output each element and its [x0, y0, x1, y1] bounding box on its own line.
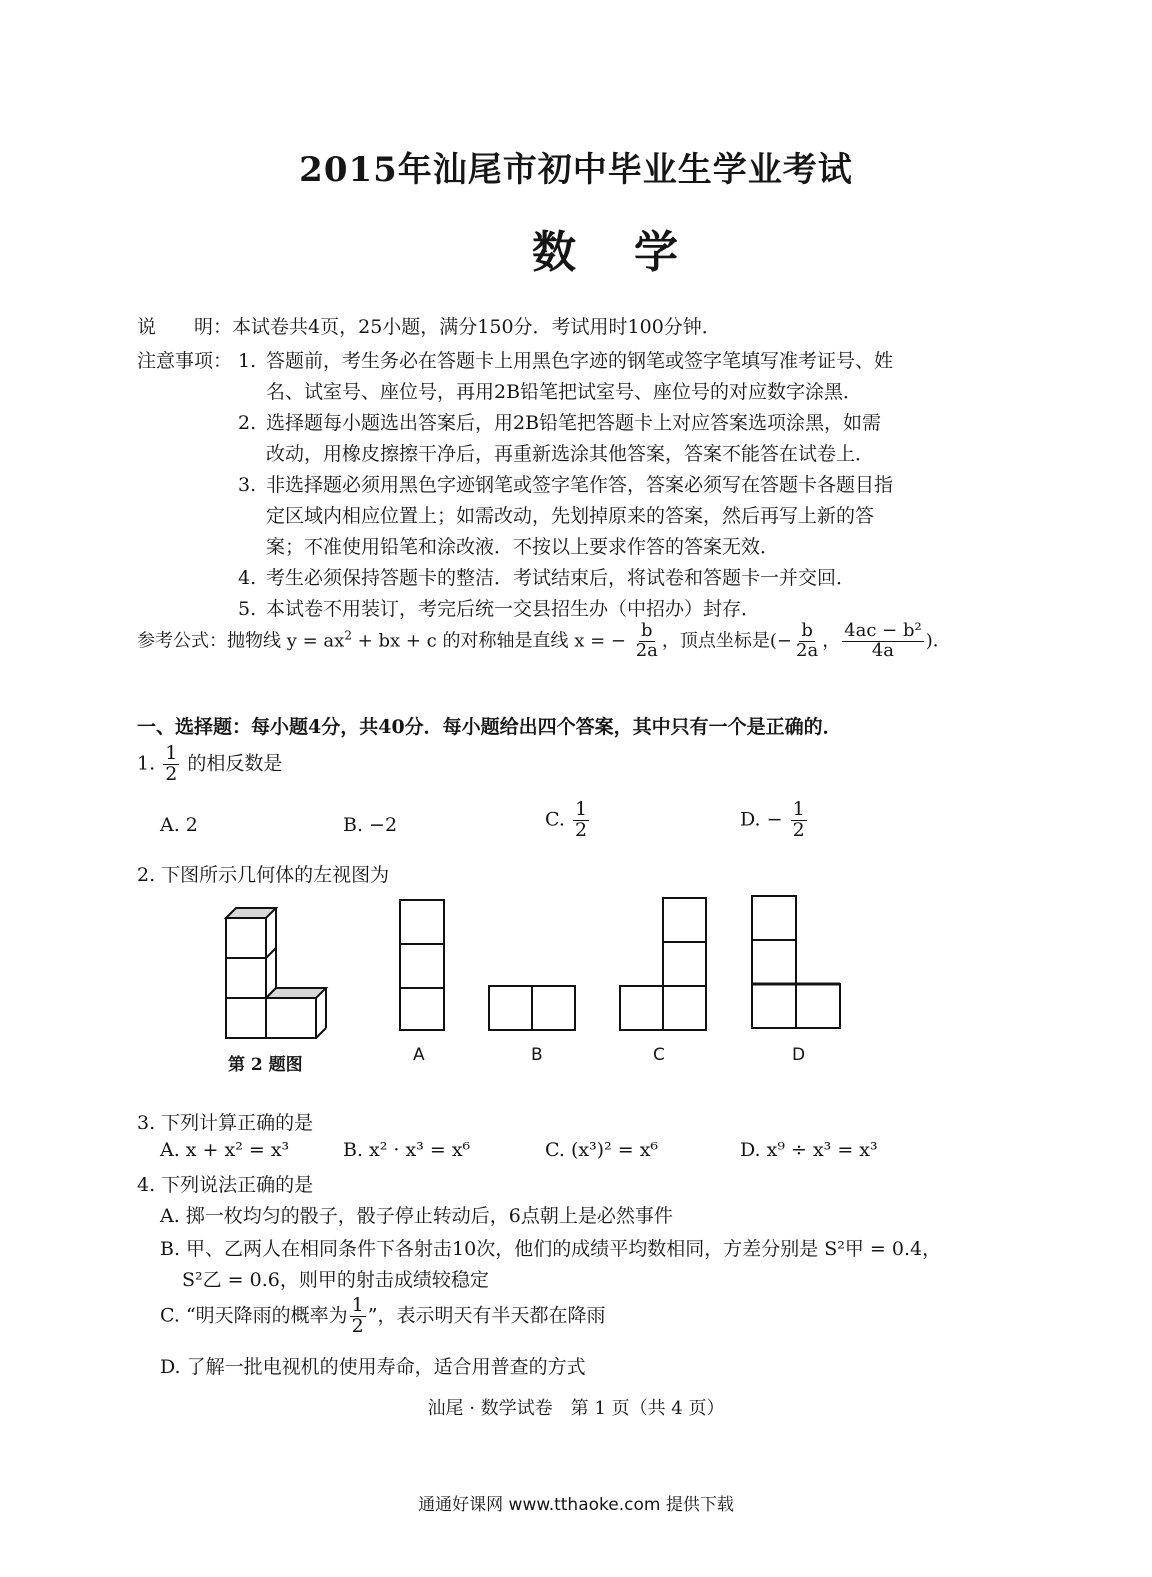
- note-4: [238, 563, 855, 590]
- question-4: 4. 下列说法正确的是: [137, 1174, 314, 1196]
- explain-label: 说 明：: [137, 316, 233, 338]
- subject-title: 数学: [532, 227, 736, 278]
- note-3-line-3: 案；不准使用铅笔和涂改液．不按以上要求作答的答案无效．: [266, 536, 780, 558]
- fraction: $\frac{b}{2a}$: [796, 620, 819, 661]
- note-2-line-1: [238, 408, 881, 435]
- formula-text: + bx + c 的对称轴是直线 x = −: [351, 630, 626, 652]
- q1-option-b: B. −2: [343, 814, 398, 836]
- notes-label: 注意事项：: [137, 350, 233, 372]
- q3-option-d: D. x⁹ ÷ x³ = x³: [740, 1139, 878, 1161]
- note-text: 非选择题必须用黑色字迹钢笔或签字笔作答，答案必须写在答题卡各题目指: [266, 474, 894, 496]
- section-heading: 一、选择题：每小题4分，共40分．每小题给出四个答案，其中只有一个是正确的．: [137, 716, 842, 738]
- note-num: 3.: [238, 474, 257, 496]
- question-3: 3. 下列计算正确的是: [137, 1112, 314, 1134]
- q1-option-a: A. 2: [160, 814, 198, 836]
- note-text: 考生必须保持答题卡的整洁．考试结束后，将试卷和答题卡一并交回．: [266, 567, 856, 589]
- note-text: 本试卷不用装订，考完后统一交县招生办（中招办）封存．: [266, 598, 761, 620]
- formula-text: )．: [925, 630, 951, 652]
- note-2-line-2: 改动，用橡皮擦擦干净后，再重新选涂其他答案，答案不能答在试卷上．: [266, 443, 875, 465]
- reference-formula: 参考公式：抛物线 $y = ax^2$ + bx + c 的对称轴是直线 x = − $\frac{b}{2a}$ ，顶点坐标是(− $\frac{b}{2a}$ ， $\frac{\text{4ac − b²}}{4a}$ )．: [137, 620, 951, 661]
- question-number: 1.: [137, 752, 156, 775]
- q3-option-b: B. x² · x³ = x⁶: [343, 1139, 471, 1161]
- geometry-solid-figure: [220, 900, 330, 1046]
- download-notice: 通通好课网 www.tthaoke.com 提供下载: [418, 1495, 734, 1515]
- exam-title: 2015年汕尾市初中毕业生学业考试: [299, 150, 853, 190]
- fraction: $\frac{1}{2}$: [574, 798, 588, 841]
- note-1-line-2: 名、试室号、座位号，再用2B铅笔把试室号、座位号的对应数字涂黑．: [266, 381, 863, 403]
- q4-option-b-line-2: S²乙 = 0.6，则甲的射击成绩较稳定: [182, 1269, 489, 1291]
- note-3-line-1: [238, 470, 893, 497]
- q4-option-a: A. 掷一枚均匀的骰子，骰子停止转动后，6点朝上是必然事件: [160, 1205, 673, 1227]
- note-num: 2.: [238, 412, 257, 434]
- q3-option-a: A. x + x² = x³: [160, 1139, 290, 1161]
- fraction: $\frac{1}{2}$: [792, 798, 805, 841]
- q1-option-c: C. $\frac{1}{2}$: [545, 798, 588, 841]
- q2-label-b: B: [531, 1045, 543, 1065]
- q2-view-d: [750, 894, 842, 1032]
- q2-label-c: C: [653, 1045, 665, 1065]
- q4-option-c: C. “明天降雨的概率为 $\frac{1}{2}$ ”，表示明天有半天都在降雨: [160, 1294, 606, 1337]
- formula-text: ，顶点坐标是(−: [661, 630, 792, 652]
- question-text: 的相反数是: [187, 752, 283, 775]
- note-num: 4.: [238, 567, 257, 589]
- q2-view-a: [398, 898, 446, 1032]
- fraction: $\frac{\text{4ac − b²}}{4a}$: [844, 620, 922, 661]
- q3-option-c: C. (x³)² = x⁶: [545, 1139, 659, 1161]
- note-num: 1.: [238, 350, 257, 372]
- fraction: $\frac{1}{2}$: [165, 742, 178, 785]
- note-1-line-1: [238, 346, 893, 373]
- note-num: 5.: [238, 598, 257, 620]
- fraction: $\frac{1}{2}$: [351, 1294, 364, 1337]
- q2-label-a: A: [413, 1045, 425, 1065]
- question-1: [137, 744, 282, 785]
- q2-label-d: D: [792, 1045, 806, 1065]
- q2-view-b: [487, 984, 577, 1032]
- q4-option-b-line-1: B. 甲、乙两人在相同条件下各射击10次，他们的成绩平均数相同，方差分别是 S²甲 = 0.4，: [160, 1238, 942, 1260]
- q4-option-d: D. 了解一批电视机的使用寿命，适合用普查的方式: [160, 1356, 586, 1378]
- q1-option-d: D. − $\frac{1}{2}$: [740, 798, 805, 841]
- fraction: $\frac{b}{2a}$: [635, 620, 658, 661]
- note-text: 选择题每小题选出答案后，用2B铅笔把答题卡上对应答案选项涂黑，如需: [266, 412, 882, 434]
- explanation: [137, 312, 721, 339]
- figure-caption: 第 2 题图: [228, 1055, 303, 1075]
- formula-text: ，: [822, 630, 841, 652]
- note-5: [238, 594, 760, 621]
- question-2: 2. 下图所示几何体的左视图为: [137, 864, 390, 886]
- note-3-line-2: 定区域内相应位置上；如需改动，先划掉原来的答案，然后再写上新的答: [266, 505, 875, 527]
- explain-text: 本试卷共4页，25小题，满分150分．考试用时100分钟．: [232, 316, 721, 338]
- page-footer: 汕尾 · 数学试卷 第 1 页（共 4 页）: [427, 1398, 725, 1419]
- note-text: 答题前，考生务必在答题卡上用黑色字迹的钢笔或签字笔填写准考证号、姓: [266, 350, 894, 372]
- formula-text: 参考公式：抛物线 y = ax: [137, 630, 345, 652]
- q2-view-c: [618, 896, 708, 1032]
